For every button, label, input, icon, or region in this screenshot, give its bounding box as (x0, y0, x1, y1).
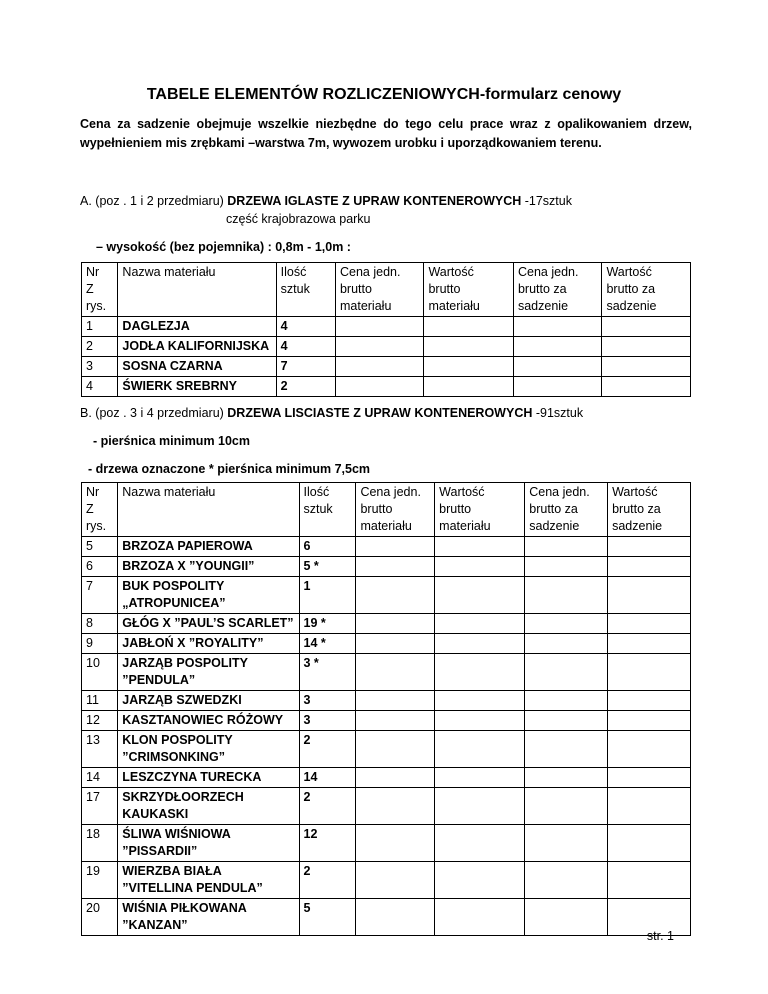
empty-price-cell[interactable] (435, 731, 525, 768)
header-c3-line: Cena jedn. (517, 265, 579, 279)
empty-price-cell[interactable] (608, 691, 691, 711)
empty-price-cell[interactable] (435, 899, 525, 936)
document-title: TABELE ELEMENTÓW ROZLICZENIOWYCH-formularz cenowy (146, 86, 622, 103)
header-nr (82, 483, 118, 537)
row-nr: 14 (82, 768, 118, 788)
header-c2-line: materiału (439, 519, 491, 533)
empty-price-cell[interactable] (356, 654, 435, 691)
table-row (82, 317, 691, 337)
row-name: GŁÓG X ”PAUL’S SCARLET” (118, 614, 299, 634)
empty-price-cell[interactable] (356, 557, 435, 577)
table-row (82, 862, 691, 899)
row-name: KASZTANOWIEC RÓŻOWY (118, 711, 299, 731)
table-row (82, 357, 691, 377)
header-c3-line: brutto za (529, 502, 578, 516)
empty-price-cell[interactable] (356, 537, 435, 557)
row-nr: 4 (82, 377, 118, 397)
empty-price-cell[interactable] (608, 557, 691, 577)
row-nr: 17 (82, 788, 118, 825)
row-nr: 18 (82, 825, 118, 862)
row-qty: 7 (276, 357, 335, 377)
empty-price-cell[interactable] (356, 788, 435, 825)
row-qty: 4 (276, 317, 335, 337)
empty-price-cell[interactable] (608, 711, 691, 731)
row-qty: 19 * (299, 614, 356, 634)
header-c1-line: brutto (339, 282, 372, 296)
header-qty (276, 263, 335, 317)
header-c4 (608, 483, 691, 537)
empty-price-cell[interactable] (608, 577, 691, 614)
header-c1-line: materiału (360, 519, 412, 533)
empty-price-cell[interactable] (424, 337, 514, 357)
row-nr: 5 (82, 537, 118, 557)
row-qty: 14 * (299, 634, 356, 654)
row-name: JODŁA KALIFORNIJSKA (118, 337, 276, 357)
empty-price-cell[interactable] (602, 377, 691, 397)
header-qty-line: sztuk (303, 502, 333, 516)
empty-price-cell[interactable] (356, 862, 435, 899)
header-qty (299, 483, 356, 537)
header-nr-line: Z (86, 282, 94, 296)
table-row (82, 614, 691, 634)
section-b-heading (80, 404, 583, 422)
empty-price-cell[interactable] (356, 614, 435, 634)
row-qty: 3 (299, 691, 356, 711)
row-nr: 6 (82, 557, 118, 577)
empty-price-cell[interactable] (525, 691, 608, 711)
header-c3 (513, 263, 601, 317)
header-c2-line: materiału (428, 299, 480, 313)
header-c3 (525, 483, 608, 537)
header-nr-line: rys. (86, 519, 107, 533)
row-name: ŚWIERK SREBRNY (118, 377, 276, 397)
table-row (82, 731, 691, 768)
empty-price-cell[interactable] (335, 357, 423, 377)
header-row (82, 483, 691, 537)
empty-price-cell[interactable] (608, 614, 691, 634)
empty-price-cell[interactable] (356, 711, 435, 731)
header-c1-line: materiału (339, 299, 392, 313)
empty-price-cell[interactable] (435, 537, 525, 557)
empty-price-cell[interactable] (608, 731, 691, 768)
table-b (81, 482, 691, 936)
row-name: WIŚNIA PIŁKOWANA ”KANZAN” (118, 899, 299, 936)
table-row (82, 337, 691, 357)
row-qty: 3 * (299, 654, 356, 691)
empty-price-cell[interactable] (525, 825, 608, 862)
header-c4-line: sadzenie (606, 299, 657, 313)
empty-price-cell[interactable] (435, 557, 525, 577)
header-c4-line: Wartość (612, 485, 658, 499)
header-c4-line: Wartość (606, 265, 652, 279)
row-name: DAGLEZJA (118, 317, 276, 337)
row-qty: 3 (299, 711, 356, 731)
row-name: ŚLIWA WIŚNIOWA ”PISSARDII” (118, 825, 299, 862)
empty-price-cell[interactable] (435, 634, 525, 654)
empty-price-cell[interactable] (525, 768, 608, 788)
empty-price-cell[interactable] (525, 557, 608, 577)
header-c3-line: brutto za (517, 282, 567, 296)
header-qty-line: Ilość (280, 265, 307, 279)
section-b-suffix: -91sztuk (532, 406, 584, 420)
row-qty: 6 (299, 537, 356, 557)
empty-price-cell[interactable] (335, 377, 423, 397)
empty-price-cell[interactable] (435, 788, 525, 825)
table-row (82, 537, 691, 557)
intro-paragraph: Cena za sadzenie obejmuje wszelkie niezbędne do tego celu prace wraz z opalikowaniem drzew, wypełnieniem mis zrębkami –warstwa 7m, wywozem urobku i uporządkowaniem terenu. (80, 117, 692, 150)
empty-price-cell[interactable] (602, 317, 691, 337)
header-c1-line: brutto (360, 502, 393, 516)
header-nr (82, 263, 118, 317)
header-c1 (356, 483, 435, 537)
empty-price-cell[interactable] (513, 377, 601, 397)
empty-price-cell[interactable] (356, 899, 435, 936)
header-c2 (424, 263, 514, 317)
section-b-sub2: - drzewa oznaczone * pierśnica minimum 7,5cm (88, 462, 371, 476)
section-a-sub: – wysokość (bez pojemnika) : 0,8m - 1,0m : (96, 240, 351, 254)
header-c3-line: sadzenie (529, 519, 580, 533)
empty-price-cell[interactable] (525, 577, 608, 614)
header-c1 (335, 263, 423, 317)
section-a-heading (80, 192, 572, 210)
header-qty-line: sztuk (280, 282, 310, 296)
empty-price-cell[interactable] (513, 337, 601, 357)
header-c4-line: brutto za (606, 282, 656, 296)
row-nr: 7 (82, 577, 118, 614)
row-name: KLON POSPOLITY ”CRIMSONKING” (118, 731, 299, 768)
header-c2-line: brutto (439, 502, 472, 516)
empty-price-cell[interactable] (435, 862, 525, 899)
section-a-line2: część krajobrazowa parku (226, 212, 371, 226)
row-nr: 19 (82, 862, 118, 899)
header-c1-line: Cena jedn. (360, 485, 421, 499)
empty-price-cell[interactable] (602, 337, 691, 357)
table-row (82, 577, 691, 614)
empty-price-cell[interactable] (435, 768, 525, 788)
empty-price-cell[interactable] (435, 691, 525, 711)
empty-price-cell[interactable] (435, 654, 525, 691)
empty-price-cell[interactable] (335, 337, 423, 357)
section-a-bold: DRZEWA IGLASTE Z UPRAW KONTENEROWYCH (227, 194, 522, 208)
empty-price-cell[interactable] (525, 634, 608, 654)
section-b-prefix: B. (poz . 3 i 4 przedmiaru) (80, 406, 228, 420)
row-nr: 9 (82, 634, 118, 654)
row-qty: 12 (299, 825, 356, 862)
row-qty: 2 (276, 377, 335, 397)
row-name: WIERZBA BIAŁA ”VITELLINA PENDULA” (118, 862, 299, 899)
empty-price-cell[interactable] (424, 357, 514, 377)
empty-price-cell[interactable] (608, 634, 691, 654)
empty-price-cell[interactable] (608, 788, 691, 825)
empty-price-cell[interactable] (608, 768, 691, 788)
row-qty: 1 (299, 577, 356, 614)
header-name: Nazwa materiału (118, 483, 299, 537)
row-qty: 5 (299, 899, 356, 936)
row-name: BRZOZA PAPIEROWA (118, 537, 299, 557)
empty-price-cell[interactable] (435, 577, 525, 614)
header-c1-line: Cena jedn. (339, 265, 401, 279)
row-name: BRZOZA X ”YOUNGII” (118, 557, 299, 577)
empty-price-cell[interactable] (356, 691, 435, 711)
table-row (82, 557, 691, 577)
row-nr: 2 (82, 337, 118, 357)
empty-price-cell[interactable] (356, 577, 435, 614)
row-nr: 13 (82, 731, 118, 768)
row-name: JARZĄB POSPOLITY ”PENDULA” (118, 654, 299, 691)
empty-price-cell[interactable] (513, 357, 601, 377)
header-c2-line: brutto (428, 282, 461, 296)
header-c2 (435, 483, 525, 537)
empty-price-cell[interactable] (525, 537, 608, 557)
empty-price-cell[interactable] (424, 377, 514, 397)
header-nr-line: Z (86, 502, 94, 516)
row-name: SKRZYDŁOORZECH KAUKASKI (118, 788, 299, 825)
row-name: LESZCZYNA TURECKA (118, 768, 299, 788)
empty-price-cell[interactable] (356, 825, 435, 862)
table-row (82, 768, 691, 788)
table-a (81, 262, 691, 397)
table-row (82, 711, 691, 731)
table-row (82, 654, 691, 691)
empty-price-cell[interactable] (525, 654, 608, 691)
header-c2-line: Wartość (428, 265, 474, 279)
row-name: JARZĄB SZWEDZKI (118, 691, 299, 711)
table-row (82, 825, 691, 862)
row-qty: 4 (276, 337, 335, 357)
row-qty: 5 * (299, 557, 356, 577)
page-number: str. 1 (646, 929, 674, 943)
header-c3-line: Cena jedn. (529, 485, 590, 499)
empty-price-cell[interactable] (424, 317, 514, 337)
header-nr-line: Nr (86, 485, 100, 499)
header-nr-line: rys. (86, 299, 107, 313)
empty-price-cell[interactable] (435, 711, 525, 731)
section-b-sub1: - pierśnica minimum 10cm (93, 434, 251, 448)
row-qty: 2 (299, 788, 356, 825)
row-nr: 10 (82, 654, 118, 691)
empty-price-cell[interactable] (525, 614, 608, 634)
empty-price-cell[interactable] (608, 825, 691, 862)
row-nr: 1 (82, 317, 118, 337)
header-row (82, 263, 691, 317)
table-row (82, 899, 691, 936)
header-c4-line: brutto za (612, 502, 661, 516)
row-name: BUK POSPOLITY „ATROPUNICEA” (118, 577, 299, 614)
row-name: SOSNA CZARNA (118, 357, 276, 377)
empty-price-cell[interactable] (608, 537, 691, 557)
row-qty: 14 (299, 768, 356, 788)
row-name: JABŁOŃ X ”ROYALITY” (118, 634, 299, 654)
empty-price-cell[interactable] (356, 634, 435, 654)
empty-price-cell[interactable] (435, 614, 525, 634)
empty-price-cell[interactable] (356, 768, 435, 788)
section-a-suffix: -17sztuk (521, 194, 572, 208)
row-nr: 20 (82, 899, 118, 936)
header-name: Nazwa materiału (118, 263, 276, 317)
table-row (82, 691, 691, 711)
empty-price-cell[interactable] (525, 862, 608, 899)
table-row (82, 377, 691, 397)
empty-price-cell[interactable] (525, 788, 608, 825)
table-row (82, 634, 691, 654)
section-b-bold: DRZEWA LISCIASTE Z UPRAW KONTENEROWYCH (227, 406, 533, 420)
empty-price-cell[interactable] (602, 357, 691, 377)
empty-price-cell[interactable] (356, 731, 435, 768)
header-c4-line: sadzenie (612, 519, 663, 533)
header-c4 (602, 263, 691, 317)
empty-price-cell[interactable] (335, 317, 423, 337)
header-nr-line: Nr (86, 265, 100, 279)
row-nr: 8 (82, 614, 118, 634)
table-row (82, 788, 691, 825)
row-qty: 2 (299, 862, 356, 899)
empty-price-cell[interactable] (525, 899, 608, 936)
empty-price-cell[interactable] (608, 654, 691, 691)
row-nr: 11 (82, 691, 118, 711)
section-a-prefix: A. (poz . 1 i 2 przedmiaru) (80, 194, 228, 208)
row-nr: 12 (82, 711, 118, 731)
row-nr: 3 (82, 357, 118, 377)
header-c2-line: Wartość (439, 485, 485, 499)
empty-price-cell[interactable] (525, 711, 608, 731)
header-qty-line: Ilość (303, 485, 330, 499)
empty-price-cell[interactable] (525, 731, 608, 768)
empty-price-cell[interactable] (608, 862, 691, 899)
empty-price-cell[interactable] (435, 825, 525, 862)
row-qty: 2 (299, 731, 356, 768)
empty-price-cell[interactable] (513, 317, 601, 337)
header-c3-line: sadzenie (517, 299, 569, 313)
